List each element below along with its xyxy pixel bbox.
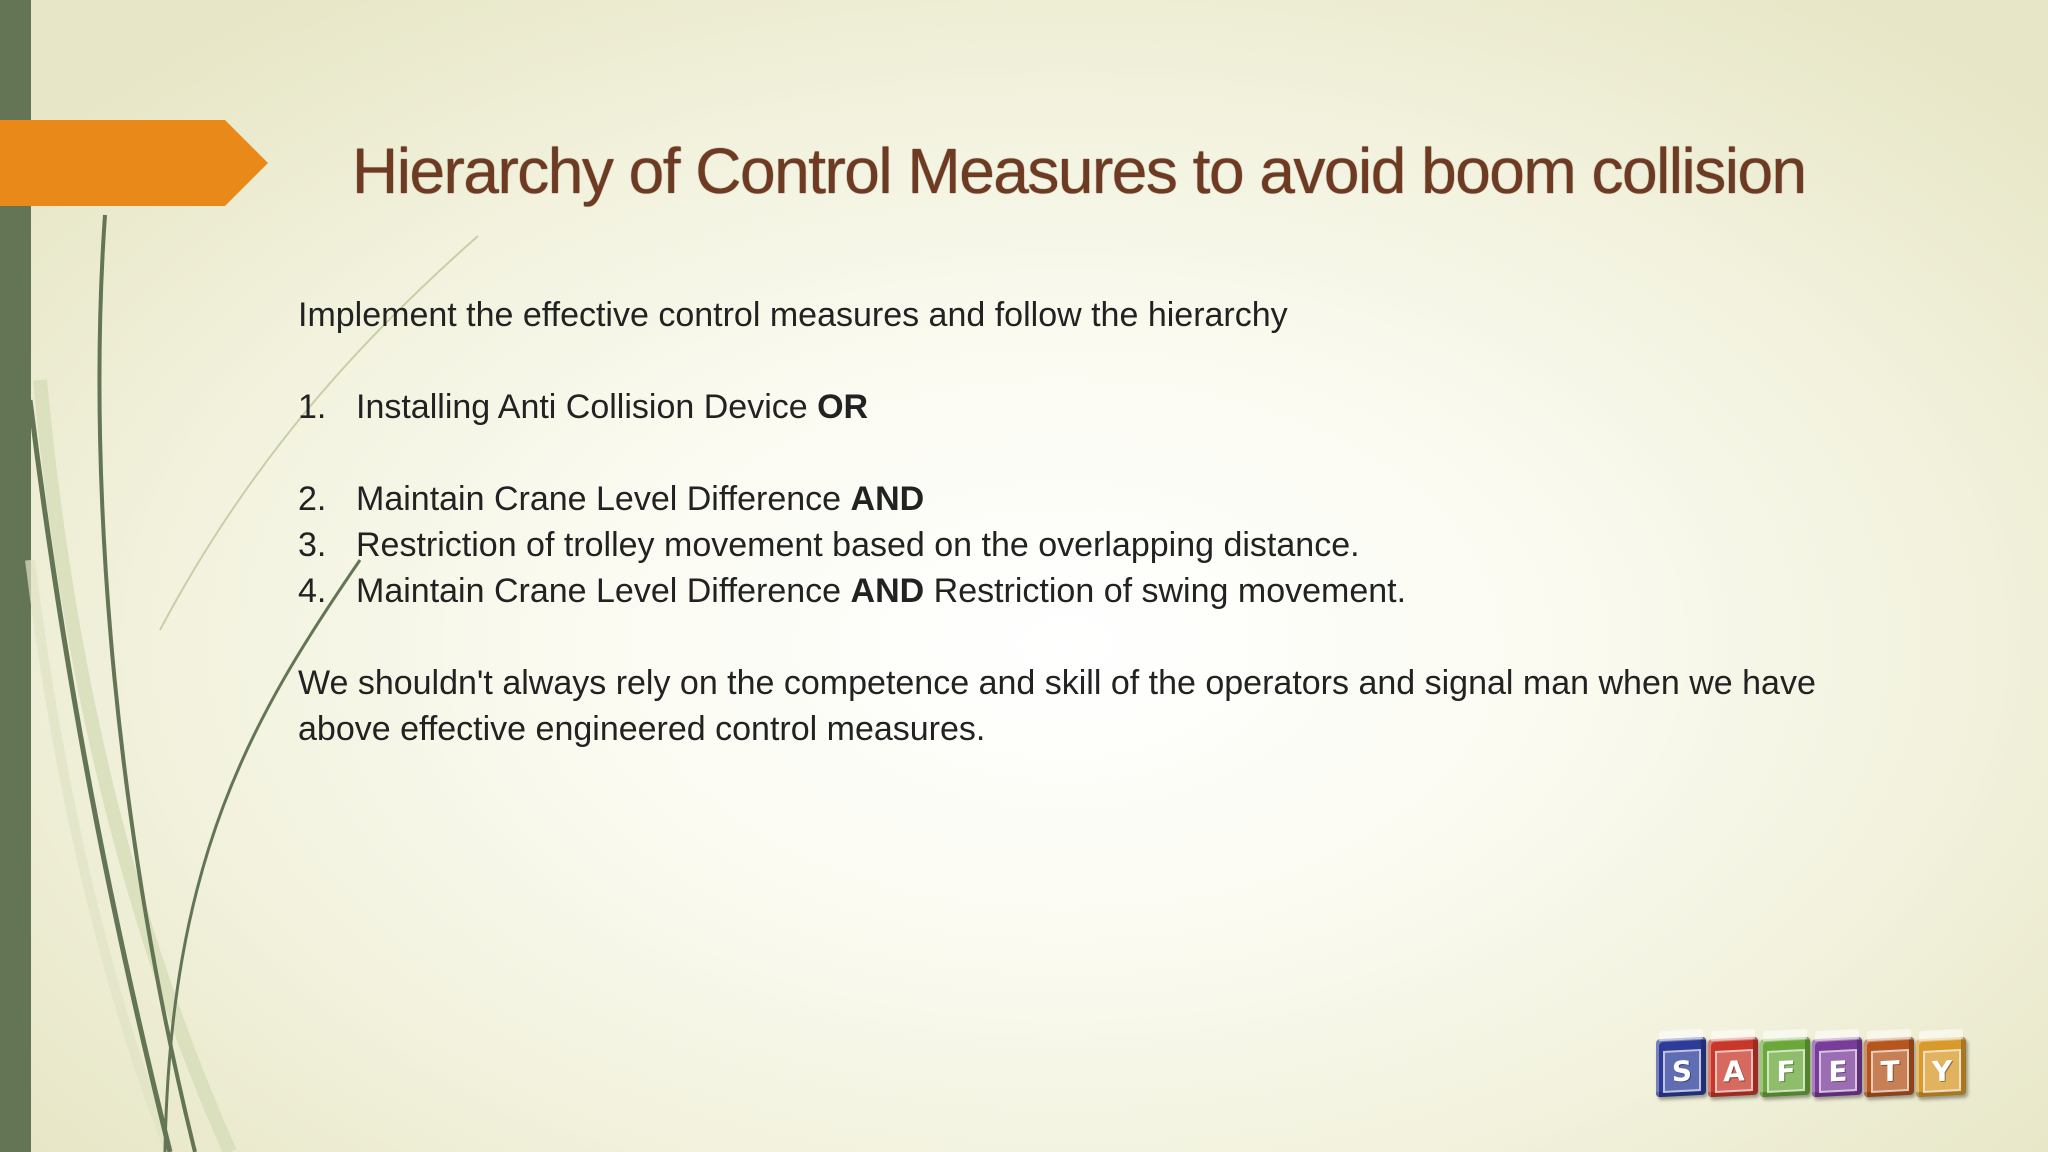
- list-text: Maintain Crane Level Difference: [356, 572, 851, 610]
- logo-letter: A: [1715, 1049, 1753, 1093]
- logo-letter: S: [1663, 1049, 1701, 1093]
- logo-letter: Y: [1923, 1049, 1961, 1093]
- logo-block-f: [1760, 1037, 1810, 1098]
- list-item: [298, 384, 1858, 430]
- logo-block-t: [1864, 1037, 1914, 1098]
- logo-letter: E: [1819, 1049, 1857, 1093]
- list-text: Installing Anti Collision Device: [356, 388, 818, 426]
- logo-letter: F: [1767, 1049, 1805, 1093]
- list-bold: AND: [850, 572, 925, 610]
- logo-block-y: [1916, 1037, 1966, 1098]
- logo-block-e: [1812, 1037, 1862, 1098]
- list-tail: Restriction of swing movement.: [924, 572, 1407, 610]
- list-item: [298, 568, 1858, 614]
- list-number: 4.: [298, 572, 327, 610]
- list-text: Restriction of trolley movement based on the overlapping distance.: [356, 526, 1360, 564]
- list-number: 3.: [298, 526, 327, 564]
- list-number: 2.: [298, 480, 327, 518]
- list-item: [298, 476, 1858, 522]
- slide-title: Hierarchy of Control Measures to avoid boom collision: [352, 135, 1806, 207]
- list-bold: OR: [817, 388, 869, 426]
- logo-block-s: [1656, 1037, 1706, 1098]
- slide-body: [298, 292, 1858, 752]
- intro-text: Implement the effective control measures and follow the hierarchy: [298, 296, 1288, 334]
- list-number: 1.: [298, 388, 327, 426]
- safety-blocks-logo: [1656, 1038, 1966, 1096]
- list-item: [298, 522, 1858, 568]
- closing-text: We shouldn't always rely on the competence and skill of the operators and signal man when we have above effective engineered control measures.: [298, 664, 1816, 748]
- logo-block-a: [1708, 1037, 1758, 1098]
- logo-letter: T: [1871, 1049, 1909, 1093]
- list-text: Maintain Crane Level Difference: [356, 480, 851, 518]
- accent-arrow: [0, 120, 270, 206]
- list-bold: AND: [850, 480, 925, 518]
